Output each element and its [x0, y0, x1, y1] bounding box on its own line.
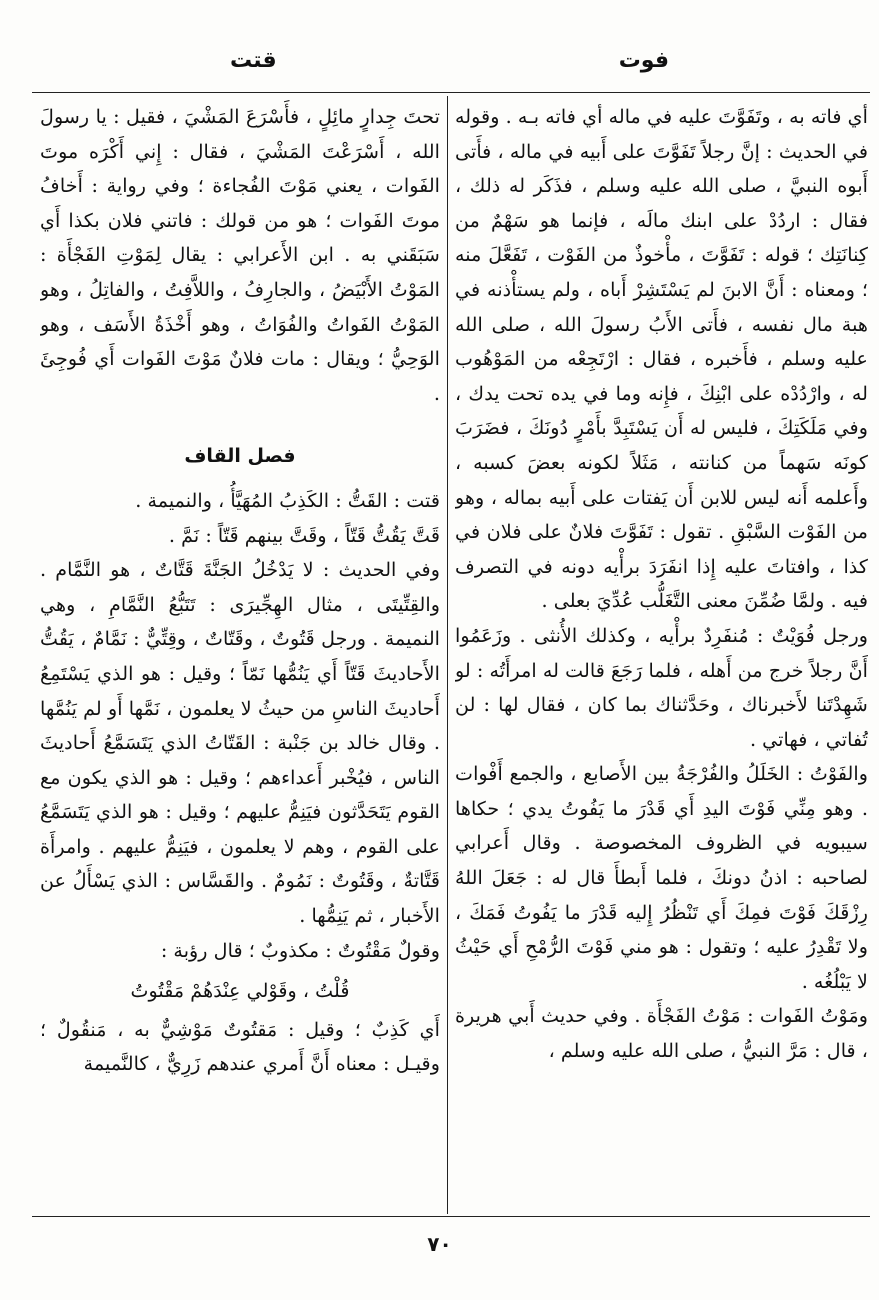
left-paragraph-3: قَتَّ يَقُتُّ قَتّاً ، وقَتَّ بينهم قَتّاً : نَمَّ . — [168, 523, 440, 547]
section-title: فصل القاف — [184, 445, 296, 468]
header-rule — [32, 92, 870, 93]
poem-verse: قُلْتُ ، وقَوْلي عِنْدَهُمْ مَقْتُوتُ — [130, 979, 350, 1003]
footer-rule — [32, 1216, 870, 1217]
right-column — [455, 100, 868, 1210]
left-paragraph-5: وقولٌ مَقْتُوتٌ : مكذوبٌ ؛ قال رؤبة : — [160, 938, 440, 962]
left-paragraph-4: وفي الحديث : لا يَدْخُلُ الجَنَّةَ قَتَّاتٌ ، هو النَّمَّام . والقِتِّيتَى ، مثال الهِجِّيرَى : تَتَبُّعُ النَّمَّامِ ، وهي النميمة . ورجل قَتُوتٌ ، وقَتّاتٌ ، وقِتِّيٌّ : نَمَّامٌ ، يَقُتُّ الأَحاديثَ قَتّاً أَي يَنُمُّها نَمّاً ؛ وقيل : هو الذي يَسْتَمِعُ أَحاديثَ الناسِ من حيثُ لا يعلمون ، نَمَّها أَو لم يَنُمَّها . وقال خالد بن جَنْبة : القَتّاتُ الذي يَتَسَمَّعُ أَحاديثَ الناس ، فيُخْبر أَعداءهم ؛ وقيل : هو الذي يكون مع القوم يَتَحَدَّثون فيَنِمُّ عليهم ؛ وقيل : هو الذي يَتَسَمَّعُ على القوم ، وهم لا يعلمون ، فيَنِمُّ عليهم . وامرأَة قَتَّاتةٌ ، وقَتُوتٌ : نَمُومٌ . والقَسَّاس : الذي يَسْأَلُ عن الأَخبار ، ثم يَنِمُّها . — [40, 558, 440, 928]
headword-right: فوت — [618, 48, 669, 73]
left-paragraph-6: أَي كَذِبٌ ؛ وقيل : مَقتُوتٌ مَوْشِيٌّ به ، مَنقُولٌ ؛ وقيـل : معناه أَنَّ أَمري عندهم زَرِيٌّ ، كالنَّميمة — [40, 1017, 440, 1076]
left-paragraph-2: قتت : القَتُّ : الكَذِبُ المُهَيَّأُ ، والنميمة . — [135, 488, 440, 512]
right-paragraph-4: ومَوْتُ الفَوات : مَوْتُ الفَجْأَة . وفي حديث أَبي هريرة ، قال : مَرَّ النبيُّ ، صلى الله عليه وسلم ، — [455, 1004, 868, 1063]
headword-left: قتت — [230, 48, 277, 73]
right-paragraph-3: والفَوْتُ : الخَلَلُ والفُرْجَةُ بين الأَصابع ، والجمع أَفْوات . وهو مِنِّي فَوْتَ اليدِ أَي قَدْرَ ما يَفُوتُ يدي ؛ حكاها سيبويه في الظروف المخصوصة . وقال أَعرابي لصاحبه : اذنُ دونكَ ، فلما أَبطأَ قال له : جَعَلَ اللهُ رِزْقَكَ فَوْتَ فمِكَ أَي تَنْظُرُ إِليه قَدْرَ ما يَفُوتُ فَمَكَ ، ولا تَقْدِرُ عليه ؛ وتقول : هو مني فَوْتَ الرُّمْحِ أَي حَيْثُ لا يَبْلُغُه . — [455, 762, 868, 993]
right-paragraph-1: أي فاته به ، وتَفَوَّتَ عليه في ماله أي فاته بـه . وقوله في الحديث : إنَّ رجلاً تَفَوَّتَ على أَبيه في ماله ، فأَتى أَبوه النبيَّ ، صلى الله عليه وسلم ، فذَكَر له ذلك ، فقال : اردُدْ على ابنك مالَه ، فإنما هو سَهْمٌ من كِنانَتِك ؛ قوله : تَفَوَّتَ ، مأْخوذٌ من الفَوْت ، تَفَعَّلَ منه ؛ ومعناه : أَنَّ الابنَ لم يَسْتَشِرْ أَباه ، ولم يستأْذنه في هبة مال نفسه ، فأَتى الأَبُ رسولَ الله ، صلى الله عليه وسلم ، فأَخبره ، فقال : ارْتَجِعْه من المَوْهُوب له ، وارْدُدْه على ابْنِكَ ، فإِنه وما في يده تحت يدك ، وفي مَلَكَتِكَ ، فليس له أَن يَسْتَبِدَّ بأَمْرٍ دُونَكَ ، فضَرَبَ كونَه سَهماً من كنانته ، مَثَلاً لكونه بعضَ كسبه ، وأَعلمه أَنه ليس للابن أَن يَفتات على أَبيه بماله ، وهو من الفَوْت السَّبْقِ . تقول : تَفَوَّتَ فلانٌ على فلان في كذا ، وافتاتَ عليه إِذا انفَرَدَ برأْيه دونه في التصرف فيه . ولمَّا ضُمِّنَ معنى التَّغَلُّب عُدِّيَ بعلى . — [455, 105, 868, 613]
right-paragraph-2: ورجل فُوَيْتٌ : مُنفَرِدٌ برأْيه ، وكذلك الأُنثى . وزَعَمُوا أَنَّ رجلاً خرج من أَهله ، فلما رَجَعَ قالت له امرأَتُه : لو شَهِدْتَنا لأَخبرناك ، وحَدَّثناك بما كان ، فقال لها : لن تُفاتي ، فهاتي . — [455, 623, 868, 751]
page-number: ٧٠ — [427, 1232, 452, 1256]
page-header — [40, 48, 839, 88]
left-column — [40, 100, 440, 1210]
column-divider — [447, 96, 448, 1214]
left-paragraph-1: تحتَ جِدارٍ مائِلٍ ، فأَسْرَعَ المَشْيَ ، فقيل : يا رسولَ الله ، أَسْرَعْتَ المَشْيَ ، فقال : إِني أَكْرَه موتَ الفَوات ، يعني مَوْتَ الفُجاءة ؛ وفي رواية : أَخافُ موتَ الفَوات ؛ هو من قولك : فاتني فلان بكذا أَي سَبَقَني به . ابن الأَعرابي : يقال لِمَوْتِ الفَجْأَة : المَوْتُ الأَبْيَضُ ، والجارِفُ ، واللاَّفِتُ ، والفاتِلُ ، وهو المَوْتُ الفَواتُ والفُوَاتُ ، وهو أَخْذَةُ الأَسَف ، وهو الوَحِيُّ ؛ ويقال : مات فلانٌ مَوْتَ الفَوات أَي فُوجِئَ . — [40, 105, 440, 405]
